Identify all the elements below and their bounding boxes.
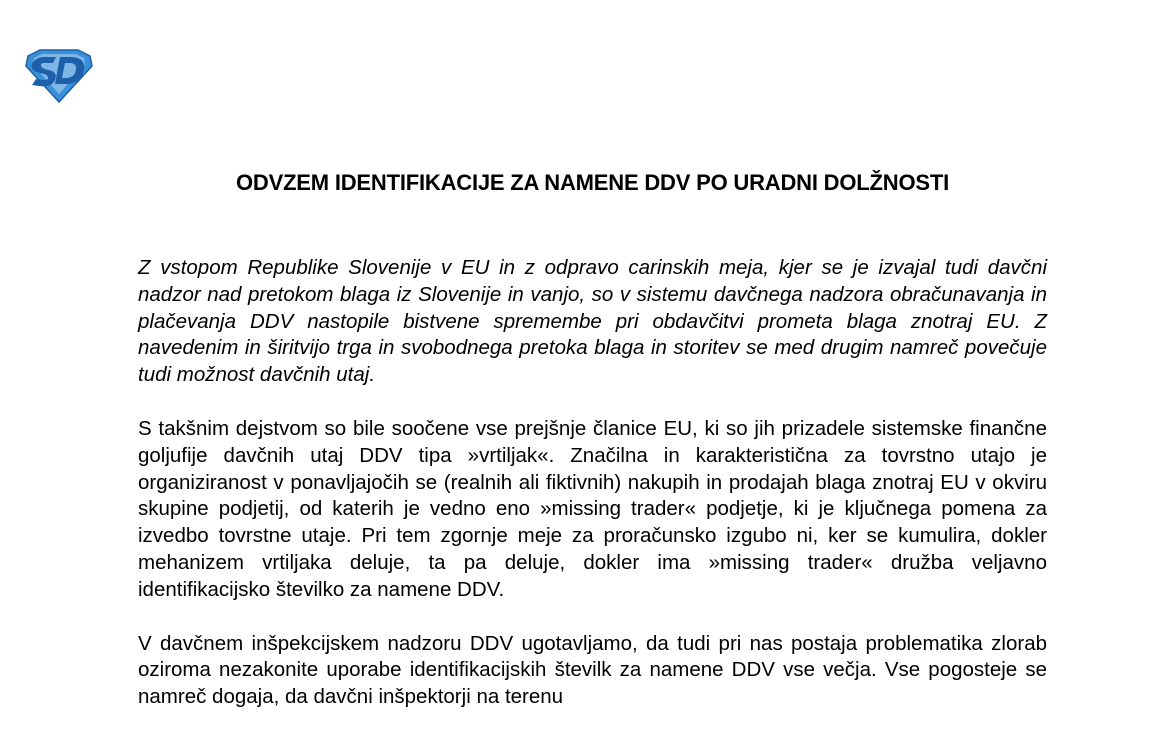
- paragraph-inspection: V davčnem inšpekcijskem nadzoru DDV ugotavljamo, da tudi pri nas postaja problematika zlorab oziroma nezakonite uporabe identifikacijskih številk za namene DDV vse večja. Vse pogosteje se namreč dogaja, da davčni inšpektorji na terenu: [138, 631, 1047, 709]
- paragraph-intro: Z vstopom Republike Slovenije v EU in z odpravo carinskih meja, kjer se je izvajal tudi davčni nadzor nad pretokom blaga iz Slovenije in vanjo, so v sistemu davčnega nadzora obračunavanja in plačevanja DDV nastopile bistvene spremembe pri obdavčitvi prometa blaga znotraj EU. Z navedenim in širitvijo trga in svobodnega pretoka blaga in storitev se med drugim namreč povečuje tudi možnost davčnih utaj.: [138, 256, 1047, 387]
- paragraph-vat-carousel: S takšnim dejstvom so bile soočene vse prejšnje članice EU, ki so jih prizadele sistemske finančne goljufije davčnih utaj DDV tipa »vrtiljak«. Značilna in karakteristična za tovrstno utajo je organiziranost v ponavljajočih se (realnih ali fiktivnih) nakupih in prodajah blaga znotraj EU v okviru skupine podjetij, od katerih je vedno eno »missing trader« podjetje, ki je ključnega pomena za izvedbo tovrstne utaje. Pri tem zgornje meje za proračunsko izgubo ni, ker se kumulira, dokler mehanizem vrtiljaka deluje, ta pa deluje, dokler ima »missing trader« družba veljavno identifikacijsko številko za namene DDV.: [138, 416, 1047, 601]
- sd-shield-logo-icon: [22, 48, 96, 104]
- logo: [22, 48, 96, 104]
- document-body: [138, 255, 1047, 738]
- document-title: ODVZEM IDENTIFIKACIJE ZA NAMENE DDV PO URADNI DOLŽNOSTI: [236, 170, 949, 195]
